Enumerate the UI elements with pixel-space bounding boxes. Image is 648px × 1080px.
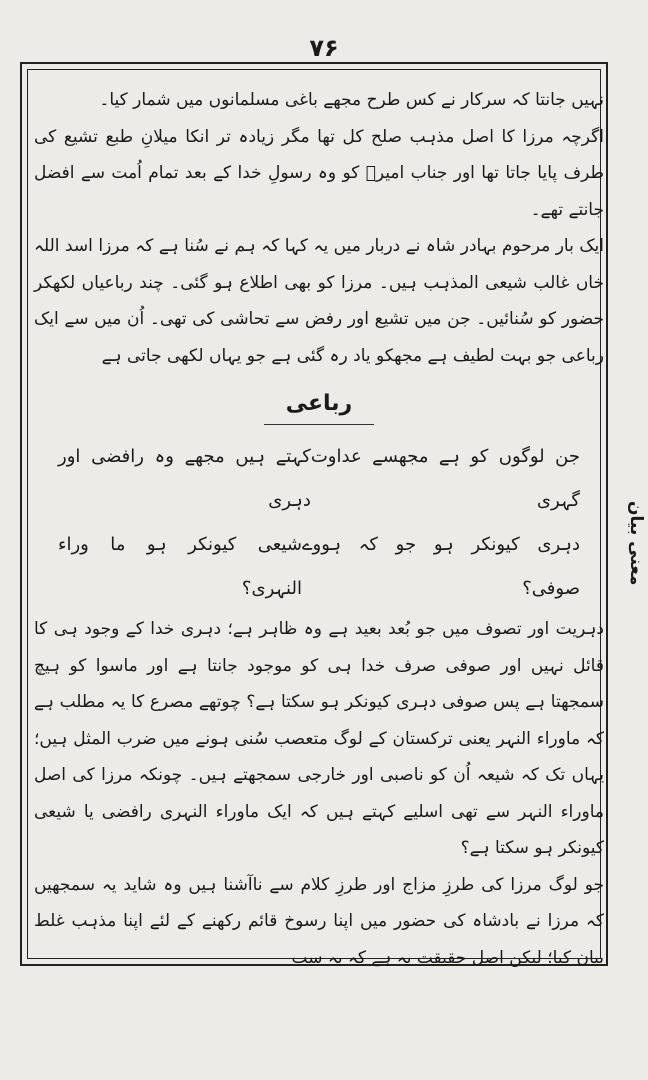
verse-line bbox=[34, 523, 604, 611]
paragraph: نہیں جانتا کہ سرکار نے کس طرح مجھے باغی مسلمانوں میں شمار کیا۔ bbox=[99, 90, 604, 110]
rubai-heading: رباعی bbox=[285, 391, 353, 416]
page-number: ۷۶ bbox=[309, 34, 339, 62]
paragraph: جو لوگ مرزا کی طرزِ مزاج اور طرزِ کلام سے ناآشنا ہیں وہ شاید یہ سمجھیں کہ مرزا نے بادشاہ کی حضور میں اپنا رسوخ قائم رکھنے کے لئے اپنا مذہب غلط بیان کیا؛ لیکن اصل حقیقت یہ ہے کہ یہ سب bbox=[34, 874, 604, 968]
paragraph: ایک بار مرحوم بہادر شاہ نے دربار میں یہ کہا کہ ہم نے سُنا ہے کہ مرزا اسد اللہ خاں غالب شیعی المذہب ہیں۔ مرزا کو بھی اطلاع ہو گئی۔ چند رباعیاں لکھکر حضور کو سُنائیں۔ جن میں تشیع اور رفض سے تحاشی کی تھی۔ اُن میں سے ایک رباعی جو بہت لطیف ہے مجھکو یاد رہ گئی ہے جو یہاں لکھی جاتی ہے bbox=[34, 236, 604, 366]
paragraph: اگرچہ مرزا کا اصل مذہب صلح کل تھا مگر زیادہ تر انکا میلانِ طبع تشیع کی طرف پایا جاتا تھا اور جناب امیرؑ کو وہ رسولِ خدا کے بعد تمام اُمت سے افضل جانتے تھے۔ bbox=[34, 126, 604, 220]
margin-note: معنی بیان bbox=[626, 500, 646, 586]
verse-line bbox=[34, 435, 604, 523]
heading-underline bbox=[264, 424, 374, 425]
verse-hemistich: دہری کیونکر ہو جو کہ ہووے صوفی؟ bbox=[301, 534, 580, 599]
verse-hemistich: شیعی کیونکر ہو ما وراء النہری؟ bbox=[58, 534, 302, 599]
main-text bbox=[34, 82, 604, 976]
paragraph: دہریت اور تصوف میں جو بُعد بعید ہے وہ ظاہر ہے؛ دہری خدا کے وجود ہی کا قائل نہیں اور صوفی صرف خدا ہی کو موجود جانتا ہے اور ماسوا کو ہیچ سمجھتا ہے پس صوفی دہری کیونکر ہو سکتا ہے؟ چوتھے مصرع کا یہ مطلب ہے کہ ماوراء النہر یعنی ترکستان کے لوگ متعصب سُنی ہونے میں ضرب المثل ہیں؛ یہاں تک کہ شیعہ اُن کو ناصبی اور خارجی سمجھتے ہیں۔ چونکہ مرزا کی اصل ماوراء النہر سے تھی اسلیے کہتے ہیں کہ ایک ماوراء النہری رافضی یا شیعی کیونکر ہو سکتا ہے؟ bbox=[34, 619, 604, 858]
verse-hemistich: کہتے ہیں مجھے وہ رافضی اور دہری bbox=[58, 446, 311, 511]
verse-hemistich: جن لوگوں کو ہے مجھسے عداوت گہری bbox=[310, 446, 580, 511]
